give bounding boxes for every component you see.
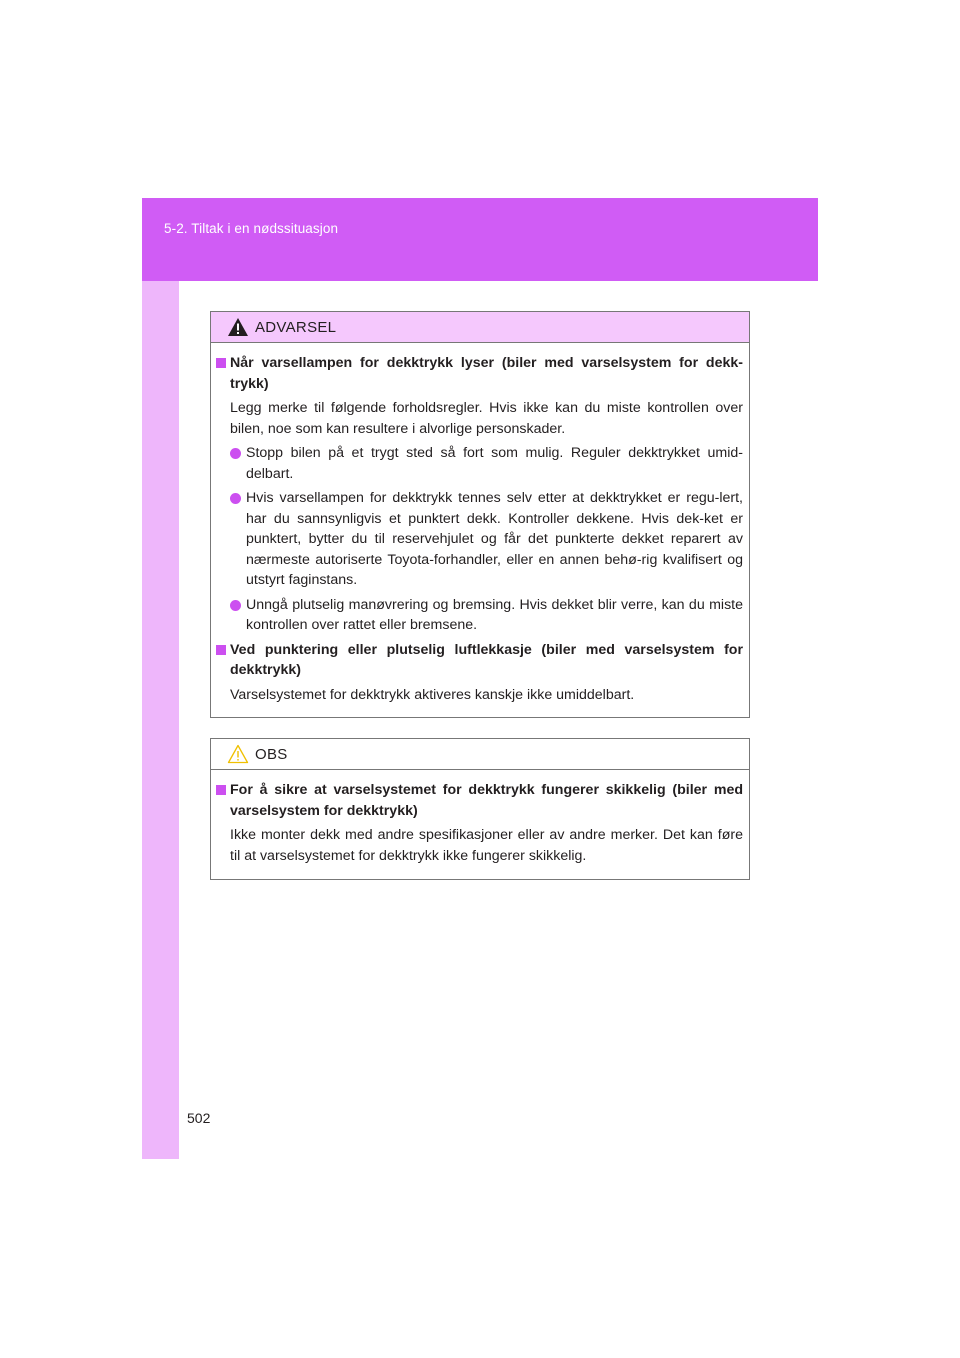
warning-triangle-outline-icon [227, 744, 249, 764]
warning-bullet: Stopp bilen på et trygt sted så fort som mulig. Reguler dekktrykket umid-delbart. [216, 443, 743, 484]
square-bullet-icon [216, 785, 226, 795]
warning-bullet: Unngå plutselig manøvrering og bremsing. Hvis dekket blir verre, kan du miste kontrollen over rattet eller bremsene. [216, 595, 743, 636]
notice-box [210, 738, 750, 880]
side-strip [142, 281, 179, 1159]
warning-triangle-filled-icon [227, 317, 249, 337]
warning-item-title: Når varsellampen for dekktrykk lyser (biler med varselsystem for dekk-trykk) [216, 353, 743, 394]
header-band [142, 198, 818, 281]
notice-item-title: For å sikre at varselsystemet for dekktrykk fungerer skikkelig (biler med varselsystem for dekktrykk) [216, 780, 743, 821]
square-bullet-icon [216, 358, 226, 368]
warning-item-text: Legg merke til følgende forholdsregler. Hvis ikke kan du miste kontrollen over bilen, noe som kan resultere i alvorlige personskader. [230, 400, 743, 437]
warning-bullet: Hvis varsellampen for dekktrykk tennes selv etter at dekktrykket er regu-lert, har du sannsynligvis et punktert dekk. Kontroller dekkene. Hvis dek-ket er punktert, bytter du til reservehjulet og får det punkterte dekket reparert av nærmeste autoriserte Toyota-forhandler, eller en annen behø-rig kvalifisert og utstyrt faginstans. [216, 488, 743, 591]
square-bullet-icon [216, 645, 226, 655]
circle-bullet-icon [230, 448, 241, 459]
warning-header [211, 312, 749, 343]
notice-label: OBS [255, 745, 288, 763]
section-title: 5-2. Tiltak i en nødssituasjon [164, 221, 339, 236]
circle-bullet-icon [230, 493, 241, 504]
warning-item-text: Varselsystemet for dekktrykk aktiveres kanskje ikke umiddelbart. [230, 686, 635, 703]
notice-item-text: Ikke monter dekk med andre spesifikasjoner eller av andre merker. Det kan føre til at varselsystemet for dekktrykk ikke fungerer skikkelig. [230, 827, 743, 864]
warning-item-title: Ved punktering eller plutselig luftlekkasje (biler med varselsystem for dekktrykk) [216, 640, 743, 681]
warning-body [211, 343, 749, 705]
notice-header [211, 739, 749, 770]
page-number: 502 [187, 1110, 211, 1126]
circle-bullet-icon [230, 600, 241, 611]
warning-box [210, 311, 750, 718]
notice-body [211, 770, 749, 866]
warning-label: ADVARSEL [255, 318, 337, 336]
